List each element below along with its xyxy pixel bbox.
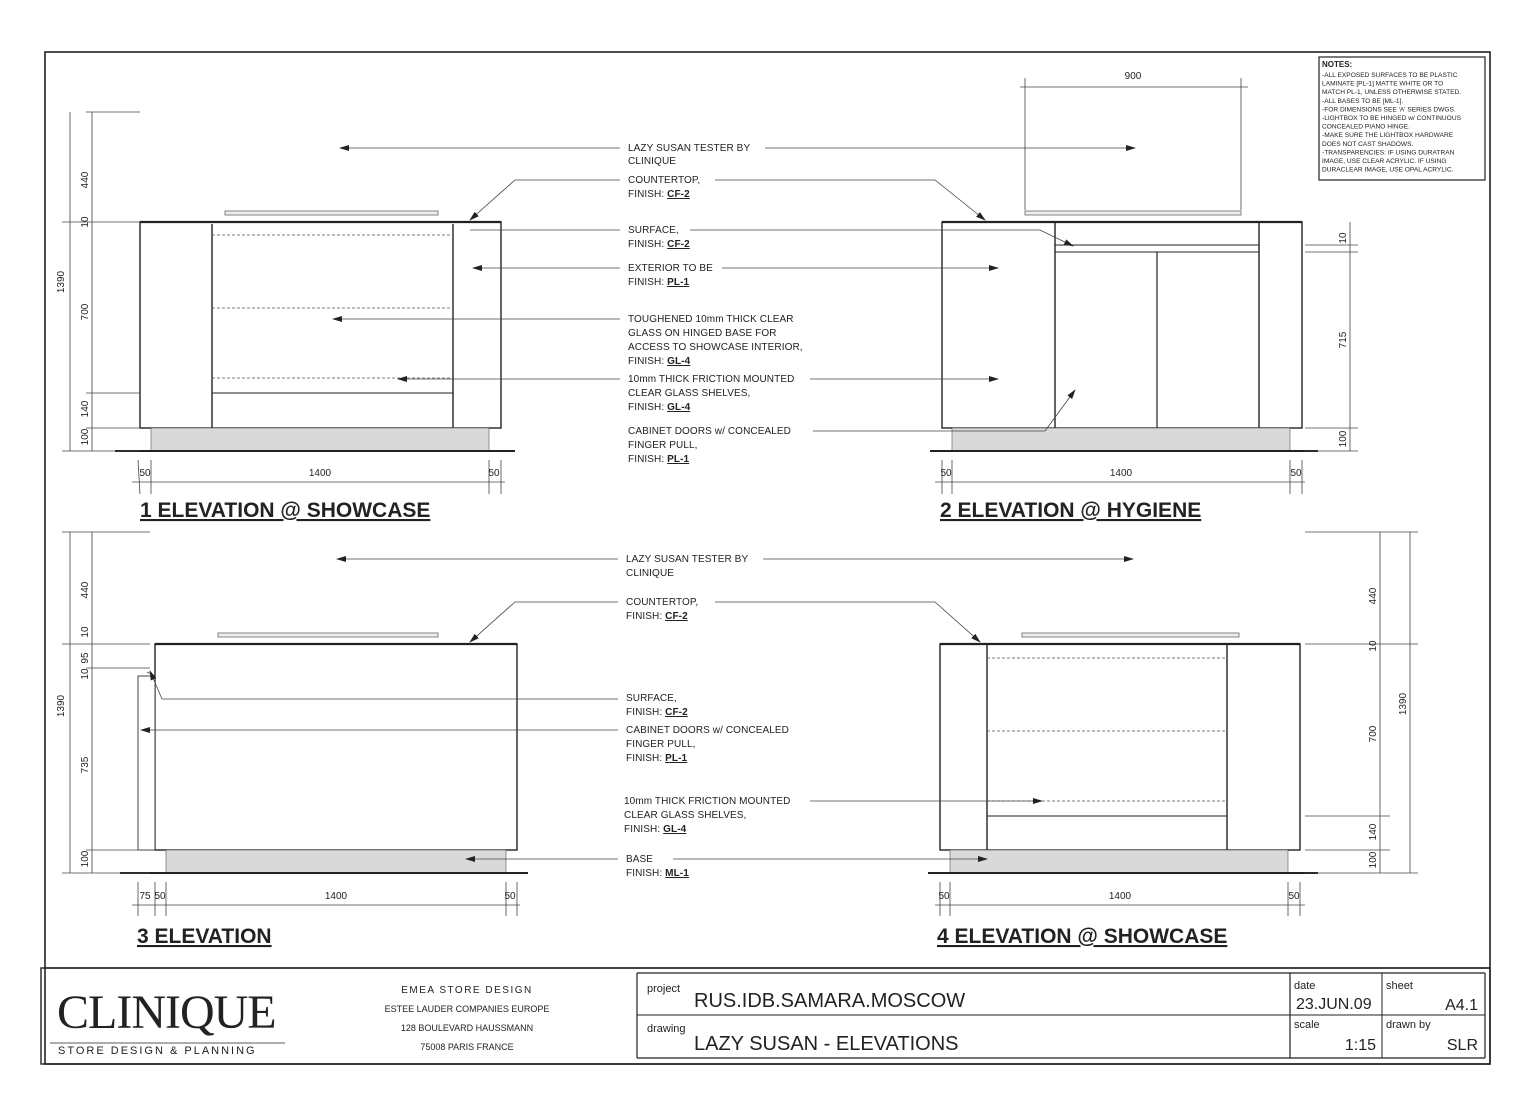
dim-100-e2: 100 <box>1338 430 1349 448</box>
drawing-label: drawing <box>647 1023 686 1035</box>
label-countertop-finish: FINISH: CF-2 <box>628 189 690 200</box>
label-shelves-b-finish: FINISH: GL-4 <box>624 824 687 835</box>
dim-50-e2b: 50 <box>1290 468 1302 479</box>
dim-50-e2a: 50 <box>940 468 952 479</box>
label-exterior-finish: FINISH: PL-1 <box>628 277 690 288</box>
notes-box <box>1319 57 1485 180</box>
dim-50-e3b: 50 <box>504 891 516 902</box>
dim-50-e1a: 50 <box>139 468 151 479</box>
label-lazy-susan-b-2: CLINIQUE <box>626 568 675 579</box>
dim-1400-e4: 1400 <box>1108 891 1132 902</box>
dim-140-e1: 140 <box>80 400 91 418</box>
dim-100-e1: 100 <box>80 428 91 446</box>
label-cabinet-doors: CABINET DOORS w/ CONCEALED <box>628 426 792 437</box>
scale-value: 1:15 <box>1344 1037 1376 1054</box>
dim-100-e4: 100 <box>1368 851 1379 869</box>
callouts-bottom <box>624 554 790 879</box>
label-base-finish: FINISH: ML-1 <box>626 868 689 879</box>
dim-140-e4: 140 <box>1368 823 1379 841</box>
sheet-value: A4.1 <box>1445 997 1478 1014</box>
label-glass: TOUGHENED 10mm THICK CLEAR <box>628 314 794 325</box>
label-shelves-2: CLEAR GLASS SHELVES, <box>628 388 751 399</box>
label-glass-finish: FINISH: GL-4 <box>628 356 691 367</box>
label-surface-b-finish: FINISH: CF-2 <box>626 707 688 718</box>
dim-100-e3: 100 <box>80 850 91 868</box>
dim-1390-e3: 1390 <box>56 694 67 718</box>
drawn-by-value: SLR <box>1446 1037 1478 1054</box>
notes-line: LAMINATE [PL-1] MATTE WHITE OR TO <box>1322 80 1444 88</box>
elevation-2-hygiene <box>930 78 1358 494</box>
notes-line: -FOR DIMENSIONS SEE 'A' SERIES DWGS. <box>1322 106 1456 114</box>
label-countertop: COUNTERTOP, <box>628 175 701 186</box>
dim-95-e3: 95 <box>80 652 91 664</box>
office-line-1: EMEA STORE DESIGN <box>401 985 533 996</box>
dim-10-e1: 10 <box>80 216 91 228</box>
dim-10b-e3: 10 <box>80 668 91 680</box>
drawn-by-label: drawn by <box>1386 1019 1431 1031</box>
dim-10-e4: 10 <box>1368 640 1379 652</box>
dim-1390-e1: 1390 <box>56 270 67 294</box>
callouts-top <box>628 143 803 465</box>
dim-75-e3: 75 <box>139 891 151 902</box>
label-shelves-finish: FINISH: GL-4 <box>628 402 691 413</box>
drawing-value: LAZY SUSAN - ELEVATIONS <box>694 1033 959 1055</box>
office-line-2: ESTEE LAUDER COMPANIES EUROPE <box>384 1004 550 1014</box>
label-lazy-susan: LAZY SUSAN TESTER BY <box>628 143 751 154</box>
scale-label: scale <box>1294 1019 1320 1031</box>
dim-700-e4: 700 <box>1368 725 1379 743</box>
label-lazy-susan-b: LAZY SUSAN TESTER BY <box>626 554 749 565</box>
title-elevation-1: 1 ELEVATION @ SHOWCASE <box>140 499 431 522</box>
date-value: 23.JUN.09 <box>1296 996 1372 1013</box>
dim-50-e1b: 50 <box>488 468 500 479</box>
date-label: date <box>1294 980 1316 992</box>
dim-735-e3: 735 <box>80 756 91 774</box>
label-cabinet-doors-2: FINGER PULL, <box>628 440 698 451</box>
notes-line: -ALL EXPOSED SURFACES TO BE PLASTIC <box>1322 72 1458 79</box>
label-surface-b: SURFACE, <box>626 693 677 704</box>
dim-1390-e4: 1390 <box>1398 692 1409 716</box>
office-line-3: 128 BOULEVARD HAUSSMANN <box>400 1023 534 1033</box>
title-elevation-3: 3 ELEVATION <box>137 925 272 948</box>
dim-50-e4a: 50 <box>938 891 950 902</box>
notes-line: -ALL BASES TO BE [ML-1]. <box>1322 97 1404 105</box>
project-label: project <box>647 983 681 995</box>
label-glass-3: ACCESS TO SHOWCASE INTERIOR, <box>628 342 803 353</box>
notes-line: -LIGHTBOX TO BE HINGED w/ CONTINUOUS <box>1322 115 1461 122</box>
elevation-1-showcase <box>62 112 515 494</box>
label-surface: SURFACE, <box>628 225 679 236</box>
dim-1400-e1: 1400 <box>308 468 332 479</box>
notes-line: -TRANSPARENCIES: IF USING DURATRAN <box>1322 149 1455 157</box>
label-glass-2: GLASS ON HINGED BASE FOR <box>628 328 777 339</box>
clinique-logo: CLINIQUE <box>57 986 276 1039</box>
dim-440-e4: 440 <box>1368 587 1379 605</box>
dim-440-e3: 440 <box>80 581 91 599</box>
notes-line: DOES NOT CAST SHADOWS. <box>1322 140 1414 148</box>
dim-715-e2: 715 <box>1338 331 1349 349</box>
notes-line: MATCH PL-1, UNLESS OTHERWISE STATED. <box>1322 89 1462 97</box>
label-cabinet-finish: FINISH: PL-1 <box>628 454 690 465</box>
notes-line: -MAKE SURE THE LIGHTBOX HARDWARE <box>1322 132 1454 140</box>
label-countertop-b: COUNTERTOP, <box>626 597 699 608</box>
notes-line: IMAGE, USE CLEAR ACRYLIC. IF USING <box>1322 158 1447 165</box>
title-elevation-4: 4 ELEVATION @ SHOWCASE <box>937 925 1228 948</box>
label-countertop-b-finish: FINISH: CF-2 <box>626 611 688 622</box>
label-cabinet-doors-b: CABINET DOORS w/ CONCEALED <box>626 725 790 736</box>
notes-heading: NOTES: <box>1322 60 1353 69</box>
label-shelves-b: 10mm THICK FRICTION MOUNTED <box>624 796 791 807</box>
dim-50-e3a: 50 <box>154 891 166 902</box>
elevation-4-showcase <box>928 532 1418 916</box>
label-surface-finish: FINISH: CF-2 <box>628 239 690 250</box>
label-cabinet-doors-b-2: FINGER PULL, <box>626 739 696 750</box>
dim-10-e2: 10 <box>1338 232 1349 244</box>
notes-line: CONCEALED PIANO HINGE. <box>1322 123 1410 131</box>
label-cabinet-b-finish: FINISH: PL-1 <box>626 753 688 764</box>
label-shelves-b-2: CLEAR GLASS SHELVES, <box>624 810 747 821</box>
label-lazy-susan-2: CLINIQUE <box>628 156 677 167</box>
label-exterior: EXTERIOR TO BE <box>628 263 713 274</box>
title-elevation-2: 2 ELEVATION @ HYGIENE <box>940 499 1202 522</box>
title-block <box>50 973 1485 1058</box>
sheet-border <box>45 52 1490 1064</box>
dim-50-e4b: 50 <box>1288 891 1300 902</box>
label-shelves: 10mm THICK FRICTION MOUNTED <box>628 374 795 385</box>
dim-1400-e2: 1400 <box>1109 468 1133 479</box>
notes-line: DURACLEAR IMAGE, USE OPAL ACRYLIC. <box>1322 166 1454 174</box>
dim-1400-e3: 1400 <box>324 891 348 902</box>
logo-subtitle: STORE DESIGN & PLANNING <box>58 1045 257 1057</box>
office-line-4: 75008 PARIS FRANCE <box>420 1042 514 1052</box>
dim-440-e1: 440 <box>80 171 91 189</box>
dim-10-e3: 10 <box>80 626 91 638</box>
project-value: RUS.IDB.SAMARA.MOSCOW <box>694 990 966 1012</box>
dim-700-e1: 700 <box>80 303 91 321</box>
sheet-label: sheet <box>1386 980 1413 992</box>
elevation-3 <box>62 532 528 916</box>
label-base: BASE <box>626 854 654 865</box>
dim-900-e2: 900 <box>1124 71 1142 82</box>
